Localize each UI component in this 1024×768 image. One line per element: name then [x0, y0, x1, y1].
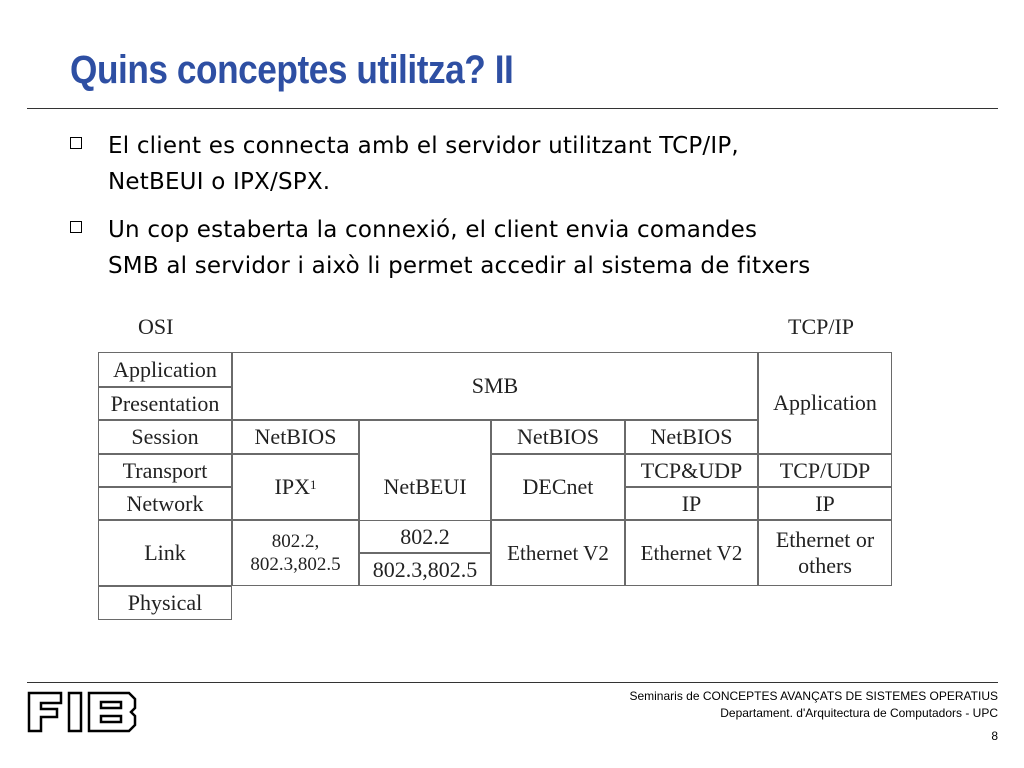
bullet-text: Un cop estaberta la connexió, el client envia comandes SMB al servidor i això li permet accedir al sistema de fitxers — [108, 217, 811, 279]
footer-credits — [629, 688, 998, 722]
bullet-item — [70, 212, 990, 284]
netbeui-cell: NetBEUI — [359, 420, 491, 553]
square-bullet-icon — [70, 137, 82, 149]
ethernet-others-cell: Ethernet or others — [758, 520, 892, 586]
osi-layer-link: Link — [98, 520, 232, 586]
title-divider — [27, 108, 998, 109]
ethernet-cell: Ethernet V2 — [625, 520, 758, 586]
osi-layer-transport: Transport — [98, 454, 232, 487]
link-netbeui-bottom-cell: 802.3,802.5 — [359, 553, 491, 586]
netbios-cell: NetBIOS — [625, 420, 758, 454]
tcpip-header: TCP/IP — [788, 314, 855, 339]
osi-header: OSI — [138, 314, 174, 339]
fib-logo — [27, 689, 139, 735]
bullet-item — [70, 128, 990, 200]
footer-department-line: Departament. d'Arquitectura de Computadors - UPC — [720, 706, 998, 720]
osi-layer-session: Session — [98, 420, 232, 454]
ethernet-cell: Ethernet V2 — [491, 520, 625, 586]
slide-title: Quins conceptes utilitza? II — [70, 48, 514, 92]
ipx-label: IPX — [274, 474, 310, 499]
ip-cell: IP — [625, 487, 758, 520]
page-number: 8 — [991, 729, 998, 743]
protocol-stack-diagram — [96, 310, 896, 625]
link-ipx-cell: 802.2, 802.3,802.5 — [232, 520, 359, 586]
osi-layer-application: Application — [98, 352, 232, 387]
link-netbeui-top-cell: 802.2 — [359, 520, 491, 553]
osi-layer-physical: Physical — [98, 586, 232, 620]
netbios-cell: NetBIOS — [232, 420, 359, 454]
tcp-udp-cell: TCP/UDP — [758, 454, 892, 487]
tcp-udp-cell: TCP&UDP — [625, 454, 758, 487]
tcpip-application-cell: Application — [758, 352, 892, 454]
footer-divider — [27, 682, 998, 683]
bullet-text: El client es connecta amb el servidor utilitzant TCP/IP, NetBEUI o IPX/SPX. — [108, 133, 739, 195]
osi-layer-network: Network — [98, 487, 232, 520]
bullet-list — [70, 128, 990, 296]
square-bullet-icon — [70, 221, 82, 233]
ip-cell: IP — [758, 487, 892, 520]
osi-layer-presentation: Presentation — [98, 387, 232, 420]
ipx-cell — [232, 454, 359, 520]
netbios-cell: NetBIOS — [491, 420, 625, 454]
footer-course-line: Seminaris de CONCEPTES AVANÇATS DE SISTEMES OPERATIUS — [629, 689, 998, 703]
decnet-cell: DECnet — [491, 454, 625, 520]
smb-cell: SMB — [232, 352, 758, 420]
ipx-footnote-marker: 1 — [309, 477, 317, 492]
